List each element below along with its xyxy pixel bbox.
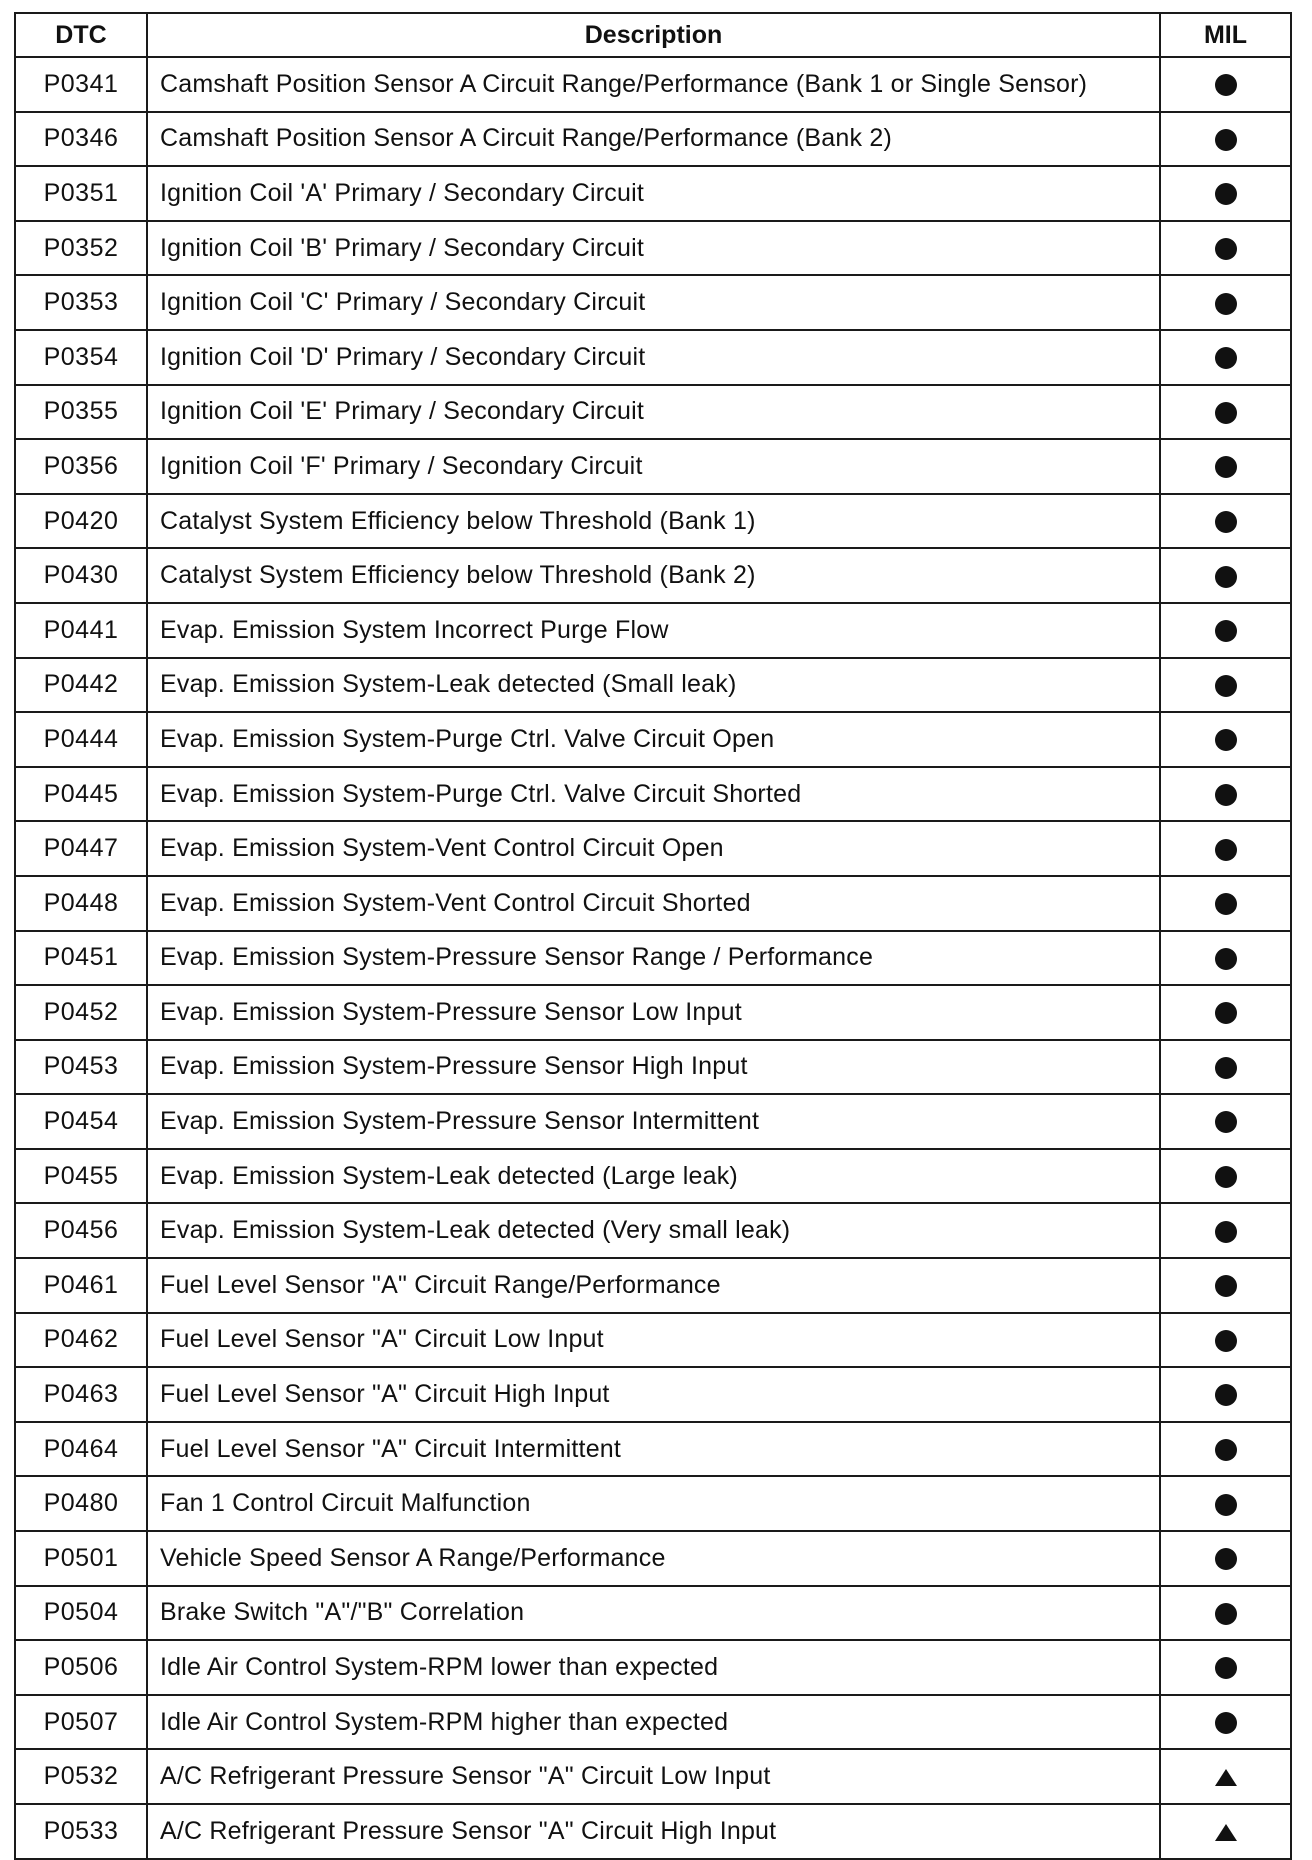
table-row bbox=[15, 1094, 1291, 1149]
table-row bbox=[15, 57, 1291, 112]
dtc-code: P0463 bbox=[15, 1367, 147, 1422]
dtc-description: Evap. Emission System-Pressure Sensor Intermittent bbox=[147, 1094, 1160, 1149]
table-row bbox=[15, 1749, 1291, 1804]
mil-cell bbox=[1160, 385, 1291, 440]
table-row bbox=[15, 548, 1291, 603]
filled-circle-icon bbox=[1215, 1002, 1237, 1024]
dtc-description: Evap. Emission System-Vent Control Circuit Shorted bbox=[147, 876, 1160, 931]
filled-circle-icon bbox=[1215, 948, 1237, 970]
dtc-code: P0355 bbox=[15, 385, 147, 440]
dtc-description: Evap. Emission System-Leak detected (Large leak) bbox=[147, 1149, 1160, 1204]
mil-cell bbox=[1160, 494, 1291, 549]
table-row bbox=[15, 931, 1291, 986]
dtc-description: Catalyst System Efficiency below Threshold (Bank 1) bbox=[147, 494, 1160, 549]
filled-circle-icon bbox=[1215, 1221, 1237, 1243]
dtc-code: P0533 bbox=[15, 1804, 147, 1859]
dtc-code: P0442 bbox=[15, 658, 147, 713]
filled-circle-icon bbox=[1215, 1548, 1237, 1570]
dtc-code: P0420 bbox=[15, 494, 147, 549]
filled-circle-icon bbox=[1215, 675, 1237, 697]
filled-circle-icon bbox=[1215, 238, 1237, 260]
filled-circle-icon bbox=[1215, 1494, 1237, 1516]
mil-cell bbox=[1160, 603, 1291, 658]
mil-cell bbox=[1160, 1640, 1291, 1695]
dtc-description: Evap. Emission System-Leak detected (Very small leak) bbox=[147, 1203, 1160, 1258]
table-row bbox=[15, 221, 1291, 276]
table-row bbox=[15, 1313, 1291, 1368]
table-row bbox=[15, 712, 1291, 767]
table-row bbox=[15, 439, 1291, 494]
dtc-code: P0504 bbox=[15, 1586, 147, 1641]
dtc-description: Fan 1 Control Circuit Malfunction bbox=[147, 1476, 1160, 1531]
dtc-code: P0506 bbox=[15, 1640, 147, 1695]
mil-cell bbox=[1160, 166, 1291, 221]
filled-circle-icon bbox=[1215, 1057, 1237, 1079]
mil-cell bbox=[1160, 1313, 1291, 1368]
table-row bbox=[15, 1040, 1291, 1095]
triangle-icon bbox=[1215, 1769, 1237, 1786]
dtc-code: P0461 bbox=[15, 1258, 147, 1313]
dtc-code: P0453 bbox=[15, 1040, 147, 1095]
filled-circle-icon bbox=[1215, 183, 1237, 205]
dtc-code: P0356 bbox=[15, 439, 147, 494]
mil-cell bbox=[1160, 330, 1291, 385]
filled-circle-icon bbox=[1215, 347, 1237, 369]
dtc-code: P0346 bbox=[15, 112, 147, 167]
mil-cell bbox=[1160, 821, 1291, 876]
dtc-code: P0341 bbox=[15, 57, 147, 112]
mil-cell bbox=[1160, 1695, 1291, 1750]
filled-circle-icon bbox=[1215, 1166, 1237, 1188]
dtc-code: P0507 bbox=[15, 1695, 147, 1750]
dtc-description: Evap. Emission System-Purge Ctrl. Valve Circuit Shorted bbox=[147, 767, 1160, 822]
filled-circle-icon bbox=[1215, 1330, 1237, 1352]
dtc-description: Idle Air Control System-RPM higher than expected bbox=[147, 1695, 1160, 1750]
mil-cell bbox=[1160, 1367, 1291, 1422]
mil-cell bbox=[1160, 112, 1291, 167]
filled-circle-icon bbox=[1215, 729, 1237, 751]
dtc-description: Vehicle Speed Sensor A Range/Performance bbox=[147, 1531, 1160, 1586]
table-row bbox=[15, 1422, 1291, 1477]
mil-cell bbox=[1160, 876, 1291, 931]
triangle-icon bbox=[1215, 1824, 1237, 1841]
mil-cell bbox=[1160, 548, 1291, 603]
dtc-description: Ignition Coil 'C' Primary / Secondary Circuit bbox=[147, 275, 1160, 330]
mil-cell bbox=[1160, 658, 1291, 713]
dtc-description: A/C Refrigerant Pressure Sensor "A" Circuit Low Input bbox=[147, 1749, 1160, 1804]
dtc-code: P0444 bbox=[15, 712, 147, 767]
dtc-description: Evap. Emission System-Pressure Sensor High Input bbox=[147, 1040, 1160, 1095]
dtc-code: P0464 bbox=[15, 1422, 147, 1477]
filled-circle-icon bbox=[1215, 566, 1237, 588]
filled-circle-icon bbox=[1215, 893, 1237, 915]
dtc-description: Evap. Emission System Incorrect Purge Flow bbox=[147, 603, 1160, 658]
filled-circle-icon bbox=[1215, 511, 1237, 533]
mil-cell bbox=[1160, 1258, 1291, 1313]
table-row bbox=[15, 1804, 1291, 1859]
mil-cell bbox=[1160, 1149, 1291, 1204]
table-row bbox=[15, 1149, 1291, 1204]
table-row bbox=[15, 494, 1291, 549]
mil-cell bbox=[1160, 275, 1291, 330]
header-mil: MIL bbox=[1160, 13, 1291, 57]
filled-circle-icon bbox=[1215, 1603, 1237, 1625]
dtc-description: Ignition Coil 'E' Primary / Secondary Circuit bbox=[147, 385, 1160, 440]
dtc-code: P0532 bbox=[15, 1749, 147, 1804]
dtc-description: Evap. Emission System-Leak detected (Small leak) bbox=[147, 658, 1160, 713]
dtc-code: P0456 bbox=[15, 1203, 147, 1258]
filled-circle-icon bbox=[1215, 1275, 1237, 1297]
table-row bbox=[15, 1586, 1291, 1641]
table-row bbox=[15, 330, 1291, 385]
mil-cell bbox=[1160, 1531, 1291, 1586]
table-row bbox=[15, 821, 1291, 876]
dtc-code: P0447 bbox=[15, 821, 147, 876]
mil-cell bbox=[1160, 931, 1291, 986]
table-row bbox=[15, 385, 1291, 440]
filled-circle-icon bbox=[1215, 1712, 1237, 1734]
dtc-description: Ignition Coil 'D' Primary / Secondary Circuit bbox=[147, 330, 1160, 385]
dtc-description: Evap. Emission System-Pressure Sensor Low Input bbox=[147, 985, 1160, 1040]
dtc-description: Idle Air Control System-RPM lower than expected bbox=[147, 1640, 1160, 1695]
filled-circle-icon bbox=[1215, 1657, 1237, 1679]
header-description: Description bbox=[147, 13, 1160, 57]
dtc-description: Evap. Emission System-Vent Control Circuit Open bbox=[147, 821, 1160, 876]
filled-circle-icon bbox=[1215, 402, 1237, 424]
dtc-description: Fuel Level Sensor "A" Circuit Range/Performance bbox=[147, 1258, 1160, 1313]
dtc-code: P0452 bbox=[15, 985, 147, 1040]
filled-circle-icon bbox=[1215, 456, 1237, 478]
dtc-code: P0451 bbox=[15, 931, 147, 986]
table-body bbox=[15, 57, 1291, 1859]
filled-circle-icon bbox=[1215, 839, 1237, 861]
filled-circle-icon bbox=[1215, 1111, 1237, 1133]
filled-circle-icon bbox=[1215, 129, 1237, 151]
dtc-code: P0352 bbox=[15, 221, 147, 276]
dtc-code: P0454 bbox=[15, 1094, 147, 1149]
mil-cell bbox=[1160, 712, 1291, 767]
filled-circle-icon bbox=[1215, 293, 1237, 315]
mil-cell bbox=[1160, 439, 1291, 494]
table-row bbox=[15, 876, 1291, 931]
mil-cell bbox=[1160, 1040, 1291, 1095]
dtc-description: A/C Refrigerant Pressure Sensor "A" Circuit High Input bbox=[147, 1804, 1160, 1859]
filled-circle-icon bbox=[1215, 1439, 1237, 1461]
table-row bbox=[15, 112, 1291, 167]
table-row bbox=[15, 1367, 1291, 1422]
table-row bbox=[15, 1476, 1291, 1531]
mil-cell bbox=[1160, 1422, 1291, 1477]
table-row bbox=[15, 985, 1291, 1040]
table-row bbox=[15, 166, 1291, 221]
mil-cell bbox=[1160, 221, 1291, 276]
dtc-description: Camshaft Position Sensor A Circuit Range/Performance (Bank 1 or Single Sensor) bbox=[147, 57, 1160, 112]
dtc-code: P0354 bbox=[15, 330, 147, 385]
mil-cell bbox=[1160, 1094, 1291, 1149]
table-row bbox=[15, 1640, 1291, 1695]
mil-cell bbox=[1160, 57, 1291, 112]
dtc-code: P0462 bbox=[15, 1313, 147, 1368]
dtc-description: Catalyst System Efficiency below Threshold (Bank 2) bbox=[147, 548, 1160, 603]
table-row bbox=[15, 767, 1291, 822]
dtc-description: Ignition Coil 'F' Primary / Secondary Circuit bbox=[147, 439, 1160, 494]
dtc-code: P0430 bbox=[15, 548, 147, 603]
dtc-description: Brake Switch "A"/"B" Correlation bbox=[147, 1586, 1160, 1641]
dtc-code: P0441 bbox=[15, 603, 147, 658]
dtc-description: Fuel Level Sensor "A" Circuit Intermittent bbox=[147, 1422, 1160, 1477]
dtc-description: Fuel Level Sensor "A" Circuit High Input bbox=[147, 1367, 1160, 1422]
filled-circle-icon bbox=[1215, 1384, 1237, 1406]
table-row bbox=[15, 275, 1291, 330]
table-row bbox=[15, 658, 1291, 713]
mil-cell bbox=[1160, 1203, 1291, 1258]
mil-cell bbox=[1160, 767, 1291, 822]
table-row bbox=[15, 1203, 1291, 1258]
dtc-code: P0448 bbox=[15, 876, 147, 931]
mil-cell bbox=[1160, 1476, 1291, 1531]
mil-cell bbox=[1160, 1804, 1291, 1859]
filled-circle-icon bbox=[1215, 620, 1237, 642]
dtc-document bbox=[14, 12, 1290, 1860]
mil-cell bbox=[1160, 1749, 1291, 1804]
table-header-row bbox=[15, 13, 1291, 57]
dtc-description: Fuel Level Sensor "A" Circuit Low Input bbox=[147, 1313, 1160, 1368]
dtc-code: P0353 bbox=[15, 275, 147, 330]
header-dtc: DTC bbox=[15, 13, 147, 57]
table-row bbox=[15, 603, 1291, 658]
dtc-description: Ignition Coil 'A' Primary / Secondary Circuit bbox=[147, 166, 1160, 221]
dtc-table bbox=[14, 12, 1292, 1860]
dtc-description: Ignition Coil 'B' Primary / Secondary Circuit bbox=[147, 221, 1160, 276]
dtc-description: Camshaft Position Sensor A Circuit Range/Performance (Bank 2) bbox=[147, 112, 1160, 167]
dtc-code: P0501 bbox=[15, 1531, 147, 1586]
mil-cell bbox=[1160, 985, 1291, 1040]
mil-cell bbox=[1160, 1586, 1291, 1641]
dtc-description: Evap. Emission System-Pressure Sensor Range / Performance bbox=[147, 931, 1160, 986]
table-row bbox=[15, 1695, 1291, 1750]
dtc-code: P0445 bbox=[15, 767, 147, 822]
table-row bbox=[15, 1531, 1291, 1586]
dtc-code: P0455 bbox=[15, 1149, 147, 1204]
dtc-description: Evap. Emission System-Purge Ctrl. Valve Circuit Open bbox=[147, 712, 1160, 767]
dtc-code: P0351 bbox=[15, 166, 147, 221]
filled-circle-icon bbox=[1215, 74, 1237, 96]
dtc-code: P0480 bbox=[15, 1476, 147, 1531]
filled-circle-icon bbox=[1215, 784, 1237, 806]
table-row bbox=[15, 1258, 1291, 1313]
